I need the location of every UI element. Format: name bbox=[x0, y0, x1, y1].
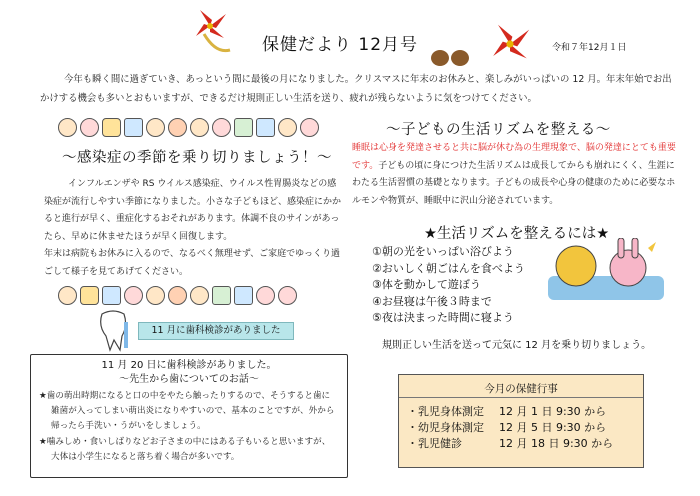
child-face-icon bbox=[168, 286, 187, 305]
tip-item: ④お昼寝は午後３時まで bbox=[372, 294, 492, 308]
dental-info-box bbox=[30, 354, 348, 478]
tip-item: ①朝の光をいっぱい浴びよう bbox=[372, 245, 514, 258]
tips-list bbox=[372, 244, 525, 327]
dental-checkup-banner: 11 月に歯科検診がありました bbox=[138, 322, 294, 340]
tip-item: ③体を動かして遊ぼう bbox=[372, 278, 481, 291]
events-box bbox=[398, 374, 644, 468]
tea-cup-icon bbox=[102, 118, 121, 137]
dental-item-1-line-2: 雑菌が入ってしまい萌出炎になりやすいので、基本のことですが、外から bbox=[51, 406, 335, 417]
mask-face-icon bbox=[58, 118, 77, 137]
events-divider bbox=[399, 397, 643, 398]
infection-para-2: 年末は病院もお休みに入るので、なるべく無理せず、ご家庭でゆっくり過ごして様子を見てあげてください。 bbox=[44, 249, 341, 277]
mask-face-icon bbox=[190, 118, 209, 137]
event-date: 12 月 1 日 9:30 から bbox=[499, 405, 607, 418]
closing-text: 規則正しい生活を送って元気に 12 月を乗り切りましょう。 bbox=[382, 340, 652, 351]
event-name: ・幼児身体測定 bbox=[407, 421, 484, 434]
tip-item: ②おいしく朝ごはんを食べよう bbox=[372, 261, 525, 275]
syringe-icon bbox=[234, 286, 253, 305]
medicine-bottle-icon bbox=[234, 118, 253, 137]
child-face-icon bbox=[278, 118, 297, 137]
child-face-icon bbox=[256, 286, 275, 305]
dental-subtitle: ～先生から歯についてのお話～ bbox=[119, 374, 259, 385]
child-face-icon bbox=[190, 286, 209, 305]
syringe-icon bbox=[256, 118, 275, 137]
event-row bbox=[407, 435, 613, 451]
dental-item-1 bbox=[39, 389, 339, 435]
event-row bbox=[407, 403, 606, 419]
mask-face-icon bbox=[146, 286, 165, 305]
dental-item-2 bbox=[39, 435, 339, 465]
child-face-icon bbox=[168, 118, 187, 137]
tip-item: ⑤夜は決まった時間に寝よう bbox=[372, 311, 514, 324]
page-title: 保健だより 12月号 bbox=[262, 35, 419, 55]
event-name: ・乳児健診 bbox=[407, 437, 462, 450]
infection-text bbox=[44, 176, 344, 281]
section-heading-rhythm: ～子どもの生活リズムを整える～ bbox=[386, 122, 611, 138]
event-date: 12 月 18 日 9:30 から bbox=[499, 437, 614, 450]
illness-icon-row bbox=[58, 116, 348, 138]
events-title: 今月の保健行事 bbox=[484, 383, 558, 395]
rhythm-text bbox=[352, 140, 678, 210]
illness-icon-row-2 bbox=[58, 284, 348, 306]
section-heading-tips: ★生活リズムを整えるには★ bbox=[424, 226, 610, 242]
child-face-icon bbox=[146, 118, 165, 137]
issue-date: 令和７年12月１日 bbox=[552, 43, 627, 53]
dental-item-2-line-1: ★噛みしめ・食いしばりなどお子さまの中にはある子もいると思いますが、 bbox=[39, 436, 331, 447]
thermometer-icon bbox=[102, 286, 121, 305]
event-name: ・乳児身体測定 bbox=[407, 405, 484, 418]
child-face-icon bbox=[212, 118, 231, 137]
sleeping-animals-icon bbox=[548, 238, 664, 302]
event-row bbox=[407, 419, 606, 435]
event-date: 12 月 5 日 9:30 から bbox=[499, 421, 607, 434]
mask-face-icon bbox=[58, 286, 77, 305]
infection-para-1: インフルエンザや RS ウイルス感染症、ウイルス性胃腸炎などの感染症が流行しやすい季節になりました。小さな子どもほど、感染症にかかると進行が早く、重症化するおそれがあります。体調不良のサインがあったら、早めに休ませたほうが早く回復します。 bbox=[44, 179, 342, 242]
dental-item-1-line-3: 帰ったら手洗い・うがいをしましょう。 bbox=[51, 421, 206, 432]
ribbon-icon bbox=[202, 30, 232, 56]
tea-cup-icon bbox=[80, 286, 99, 305]
dental-title: 11 月 20 日に歯科検診がありました。 bbox=[101, 360, 277, 371]
stopwatch-icon bbox=[278, 286, 297, 305]
section-heading-infection: ～感染症の季節を乗り切りましょう！～ bbox=[62, 150, 332, 166]
poinsettia-icon bbox=[486, 20, 534, 68]
sick-face-icon bbox=[80, 118, 99, 137]
dental-item-2-line-2: 大体は小学生になると落ち着く場合が多いです。 bbox=[51, 451, 240, 462]
tooth-icon bbox=[96, 308, 130, 352]
thermometer-icon bbox=[124, 118, 143, 137]
rhythm-red-text: 睡眠は心身を発達させると共に脳が休む為の生理現象で、脳の発達にとても重要です。 bbox=[352, 143, 676, 171]
pinecone-icon bbox=[430, 48, 472, 68]
stopwatch-icon bbox=[300, 118, 319, 137]
rhythm-body-text: 子どもの頃に身につけた生活リズムは成長してからも崩れにくく、生涯にわたる生活習慣の基礎となります。子どもの成長や心身の健康のために必要なホルモンや物質が、睡眠中に沢山分泌されています。 bbox=[352, 160, 676, 206]
intro-text: 今年も瞬く間に過ぎていき、あっという間に最後の月になりました。クリスマスに年末のお休みと、楽しみがいっぱいの 12 月。年末年始でお出かけする機会も多いとおもいますが、できるだけ規則正しい生活を送り、疲れが残らないように気をつけてください。 bbox=[40, 74, 672, 104]
child-face-icon bbox=[124, 286, 143, 305]
medicine-bottle-icon bbox=[212, 286, 231, 305]
dental-item-1-line-1: ★歯の萌出時期になると口の中をやたら触ったりするので、そうすると歯に bbox=[39, 391, 331, 401]
